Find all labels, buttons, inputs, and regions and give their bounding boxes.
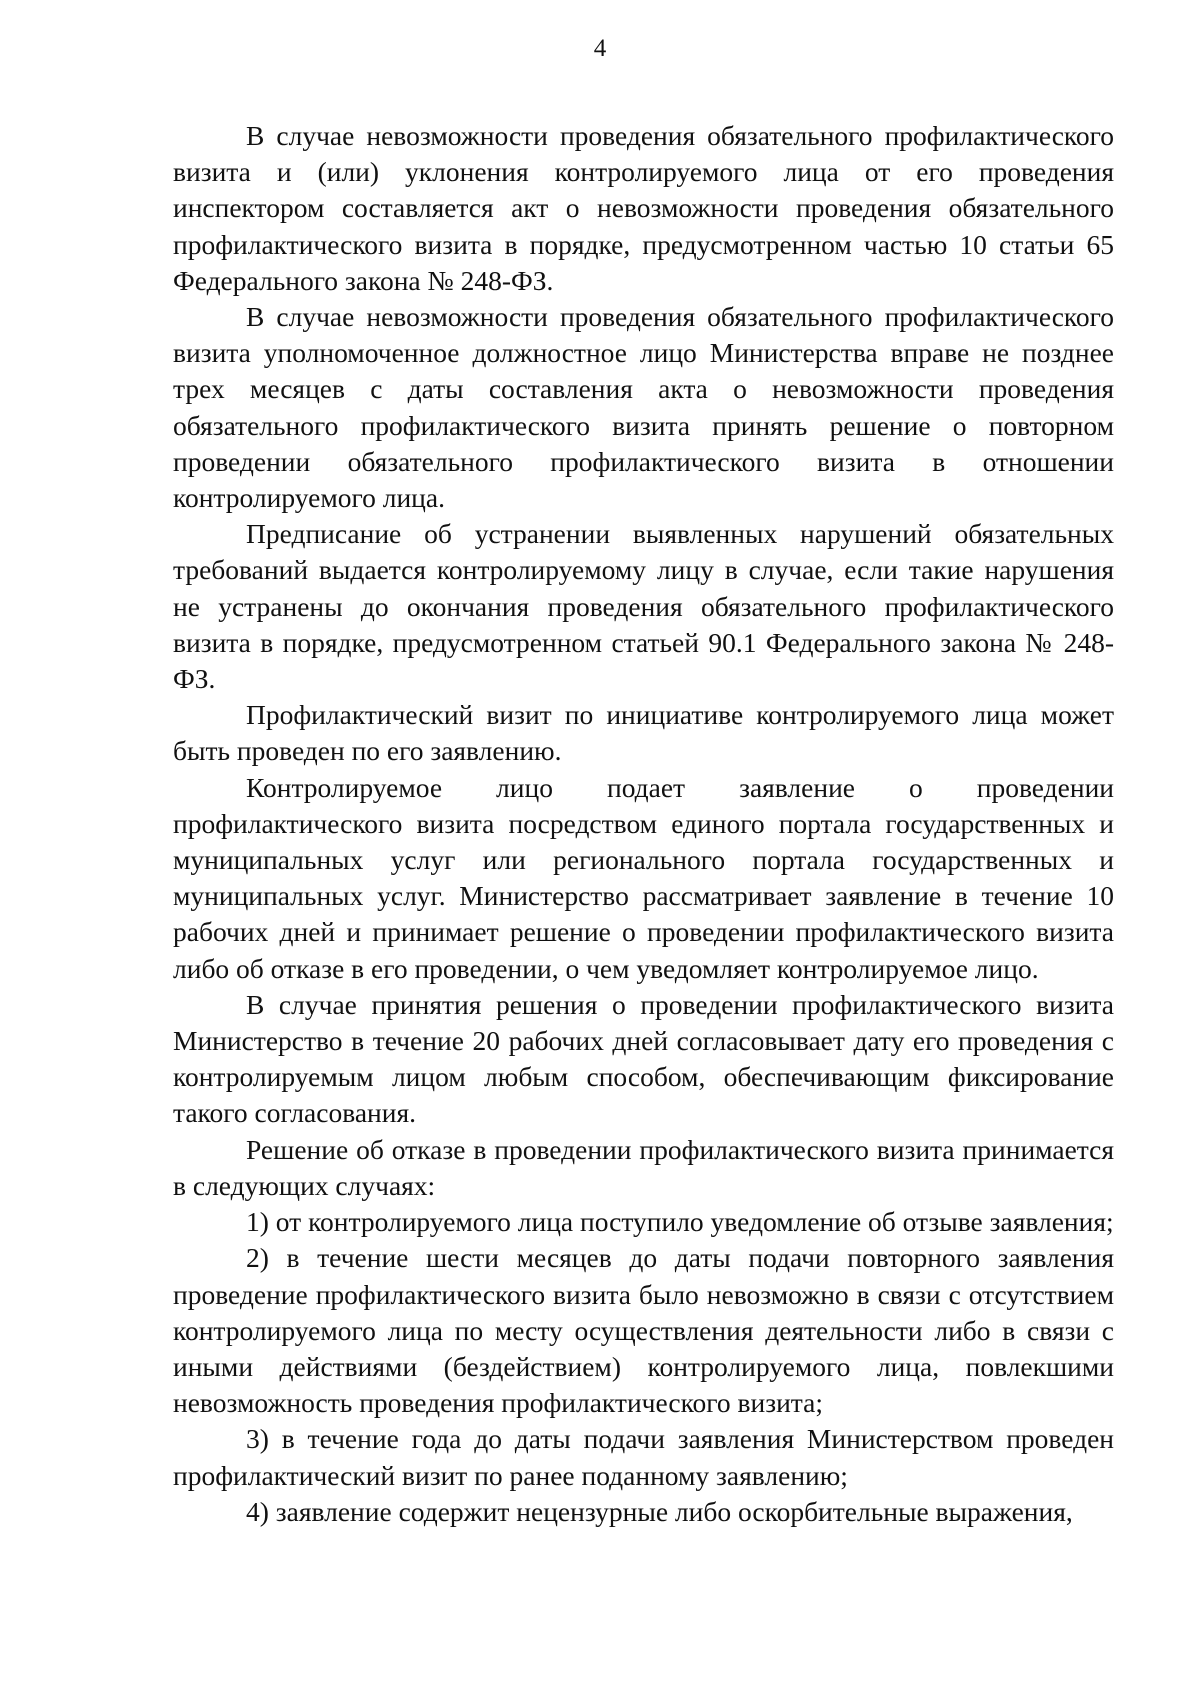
- paragraph-impossibility-act: В случае невозможности проведения обязательного профилактического визита и (или) уклонения контролируемого лица от его проведения инспектором составляется акт о невозможности проведения обязательного профилактического визита в порядке, предусмотренном частью 10 статьи 65 Федерального закона № 248-ФЗ.: [173, 120, 1114, 296]
- list-item-refusal-2: 2) в течение шести месяцев до даты подачи повторного заявления проведение профилактического визита было невозможно в связи с отсутствием контролируемого лица по месту осуществления деятельности либо в связи с иными действиями (бездействием) контролируемого лица, повлекшими невозможность проведения профилактического визита;: [173, 1242, 1114, 1419]
- paragraph-prescription: Предписание об устранении выявленных нарушений обязательных требований выдается контролируемому лицу в случае, если такие нарушения не устранены до окончания проведения обязательного профилактического визита в порядке, предусмотренном статьей 90.1 Федерального закона № 248-ФЗ.: [173, 518, 1114, 695]
- paragraph-repeat-visit-decision: В случае невозможности проведения обязательного профилактического визита уполномоченное должностное лицо Министерства вправе не позднее трех месяцев с даты составления акта о невозможности проведения обязательного профилактического визита принять решение о повторном проведении обязательного профилактического визита в отношении контролируемого лица.: [173, 301, 1114, 514]
- paragraph-date-agreement: В случае принятия решения о проведении профилактического визита Министерство в течение 20 рабочих дней согласовывает дату его проведения с контролируемым лицом любым способом, обеспечивающим фиксирование такого согласования.: [173, 988, 1114, 1129]
- paragraph-application-submission: Контролируемое лицо подает заявление о проведении профилактического визита посредством единого портала государственных и муниципальных услуг или регионального портала государственных и муниципальных услуг. Министерство рассматривает заявление в течение 10 рабочих дней и принимает решение о проведении профилактического визита либо об отказе в его проведении, о чем уведомляет контролируемое лицо.: [173, 771, 1114, 984]
- list-item-refusal-3: 3) в течение года до даты подачи заявления Министерством проведен профилактический визит по ранее поданному заявлению;: [173, 1423, 1114, 1491]
- list-item-refusal-4: 4) заявление содержит нецензурные либо оскорбительные выражения,: [246, 1495, 1073, 1527]
- page-number: 4: [593, 35, 607, 62]
- paragraph-refusal-cases-intro: Решение об отказе в проведении профилактического визита принимается в следующих случаях:: [173, 1133, 1114, 1201]
- paragraph-visit-by-request: Профилактический визит по инициативе контролируемого лица может быть проведен по его заявлению.: [173, 699, 1114, 767]
- list-item-refusal-1: 1) от контролируемого лица поступило уведомление об отзыве заявления;: [246, 1206, 1114, 1238]
- document-body: [173, 118, 1114, 1530]
